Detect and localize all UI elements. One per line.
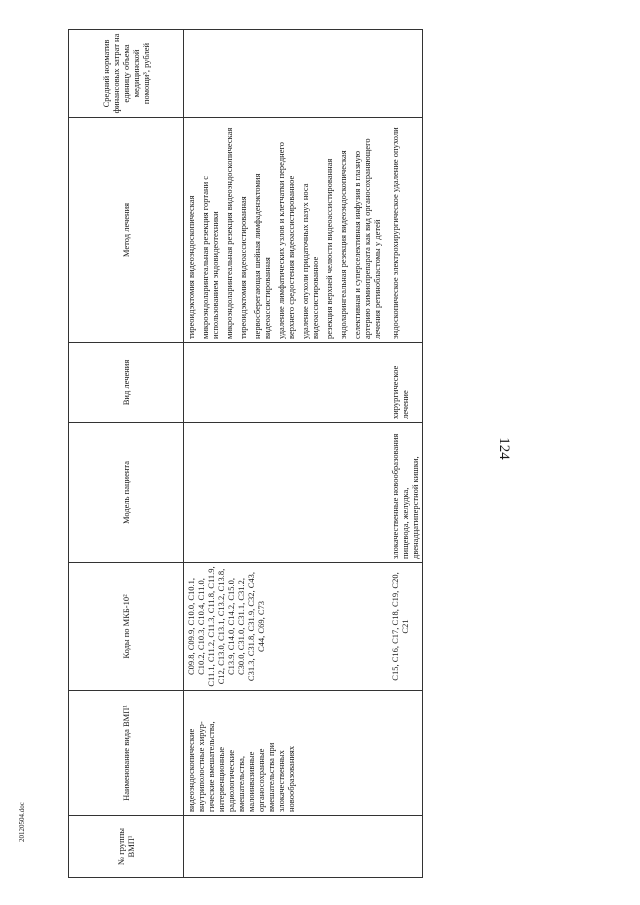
cell-treatment-type bbox=[184, 343, 389, 423]
cell-cost bbox=[184, 30, 389, 118]
header-treatment-type: Вид лечения bbox=[69, 343, 184, 423]
cell-model bbox=[184, 423, 389, 563]
method-item: селективная и суперселективная инфузия в глазную артерию химиопрепарата как вид органосохраняющего лечения ретинобластомы у детей bbox=[352, 138, 383, 339]
cell-name bbox=[388, 691, 423, 816]
method-item: тиреоидэктомия видеоассистированная bbox=[238, 196, 249, 339]
header-method: Метод лечения bbox=[69, 118, 184, 343]
header-row bbox=[69, 30, 184, 878]
cell-codes: C09.8, C09.9, C10.0, C10.1, C10.2, C10.3, C10.4, C11.0, C11.1, C11.2, C11.3, C11.8, C11.9, C12, C13.0, C13.1, C13.2, C13.8, C13.9, C14.0, C14.2, C15.0, C30.0, C31.0, C31.1, C31.2, C31.3, C31.8, C31.9, C32, C43, C44, C69, C73 bbox=[184, 563, 389, 691]
file-tag: 20120504.doc bbox=[18, 802, 26, 842]
cell-name: видеоэндоскопические внутриполостные хирур-гические вмешательства, интервенционные радиологические вмешательства, малоинвазивные органосохранные вмешательства при злокачественных новообразованиях bbox=[184, 691, 389, 816]
header-cost: Средний норматив финансовых затрат на единицу объема медицинской помощи³, рублей bbox=[69, 30, 184, 118]
method-item: эндоларингеальная резекция видеоэндоскопическая bbox=[338, 150, 349, 339]
method-item: удаление опухоли придаточных пазух носа видеоассистированное bbox=[300, 183, 321, 339]
method-item: удаление лимфатических узлов и клетчатки переднего верхнего средостения видеоассистированное bbox=[276, 142, 297, 339]
cell-group bbox=[184, 816, 389, 878]
cell-methods bbox=[184, 118, 389, 343]
cell-cost bbox=[388, 30, 423, 118]
method-item: резекция верхней челюсти видеоассистированная bbox=[324, 158, 335, 339]
method-item: микроэндоларингеальная резекция видеоэндоскопическая bbox=[224, 127, 235, 339]
method-item: тиреоидэктомия видеоэндоскопическая bbox=[186, 195, 196, 339]
header-name: Наименование вида ВМП¹ bbox=[69, 691, 184, 816]
method-item: эндоскопическое электрохирургическое удаление опухоли bbox=[390, 127, 401, 339]
table-row bbox=[388, 30, 423, 878]
cell-treatment-type: хирургическое лечение bbox=[388, 343, 423, 423]
page-number: 124 bbox=[495, 437, 512, 460]
vmp-table bbox=[68, 29, 423, 878]
cell-model: злокачественные новообразования пищевода, желудка, двенадцатиперстной кишки, bbox=[388, 423, 423, 563]
rotated-table-sheet bbox=[68, 30, 598, 878]
cell-codes: C15, C16, C17, C18, C19, C20, C21 bbox=[388, 563, 423, 691]
cell-methods bbox=[388, 118, 423, 343]
method-item: микроэндоларингеальная резекция гортани с использованием эндовидеотехники bbox=[200, 175, 221, 339]
table-row bbox=[184, 30, 389, 878]
method-item: нервосберегающая шейная лимфаденэктомия видеоассистированная bbox=[252, 173, 273, 339]
header-codes: Коды по МКБ-10² bbox=[69, 563, 184, 691]
cell-group bbox=[388, 816, 423, 878]
header-model: Модель пациента bbox=[69, 423, 184, 563]
header-group: № группы ВМП¹ bbox=[69, 816, 184, 878]
